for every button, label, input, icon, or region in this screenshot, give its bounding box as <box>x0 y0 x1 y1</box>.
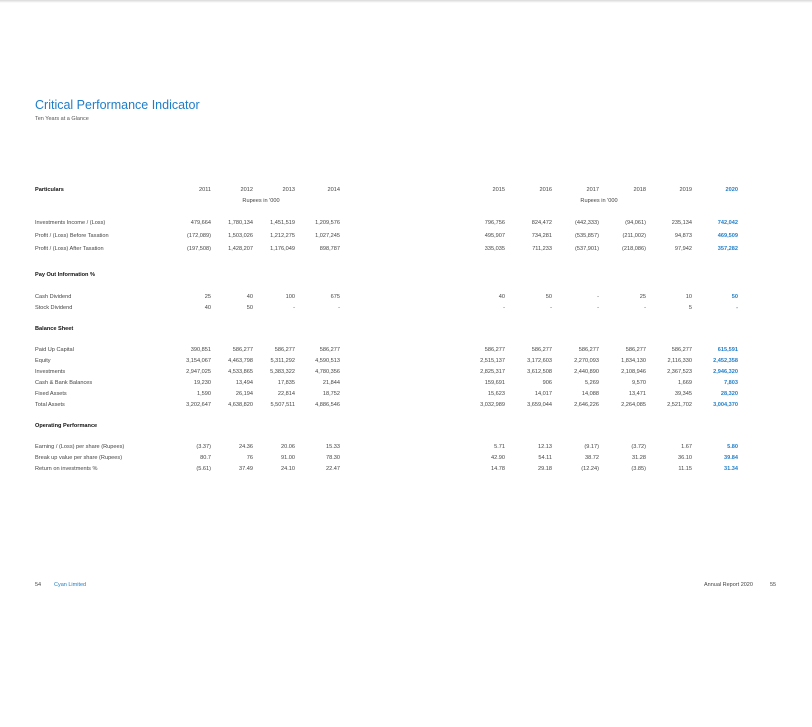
table-cell: 1.67 <box>681 444 692 450</box>
table-cell: 25 <box>204 294 211 300</box>
table-cell: 1,780,134 <box>228 220 253 226</box>
table-cell: 586,277 <box>274 347 295 353</box>
table-cell: 31.34 <box>724 466 738 472</box>
table-cell: 17,835 <box>277 380 295 386</box>
page-subtitle: Ten Years at a Glance <box>35 116 89 122</box>
table-cell: 21,844 <box>322 380 340 386</box>
table-cell: - <box>550 305 552 311</box>
row-label: Break up value per share (Rupees) <box>35 455 123 461</box>
table-cell: 5,507,511 <box>270 402 295 408</box>
table-cell: 54.11 <box>538 455 552 461</box>
table-cell: 15.33 <box>326 444 340 450</box>
row-label: Earning / (Loss) per share (Rupees) <box>35 444 125 450</box>
table-cell: 2,108,946 <box>621 369 646 375</box>
table-cell: 50 <box>731 294 738 300</box>
table-cell: 100 <box>285 294 295 300</box>
table-cell: 1,669 <box>678 380 692 386</box>
row-label: Cash & Bank Balances <box>35 380 93 386</box>
table-cell: 824,472 <box>531 220 552 226</box>
table-cell: - <box>293 305 295 311</box>
table-cell: 9,570 <box>632 380 646 386</box>
table-cell: 3,004,370 <box>713 402 738 408</box>
row-label: Return on investments % <box>35 466 98 472</box>
table-cell: 235,134 <box>671 220 692 226</box>
table-cell: (5.61) <box>196 466 211 472</box>
table-cell: (3.37) <box>196 444 211 450</box>
table-cell: 357,282 <box>717 246 738 252</box>
table-cell: (9.17) <box>584 444 599 450</box>
table-cell: 711,233 <box>532 246 552 252</box>
year-header-2011: 2011 <box>198 187 211 193</box>
table-cell: - <box>644 305 646 311</box>
table-cell: 7,803 <box>724 380 738 386</box>
table-cell: 1,503,026 <box>228 233 253 239</box>
table-cell: 22.47 <box>326 466 340 472</box>
table-cell: 20.06 <box>281 444 295 450</box>
row-label: Fixed Assets <box>35 391 67 397</box>
table-cell: 91.00 <box>281 455 295 461</box>
table-cell: 3,172,603 <box>527 358 552 364</box>
year-header-2020: 2020 <box>725 187 738 193</box>
table-cell: 40 <box>204 305 211 311</box>
table-cell: 2,440,890 <box>574 369 599 375</box>
table-cell: 335,035 <box>484 246 505 252</box>
table-cell: 390,851 <box>190 347 211 353</box>
table-cell: 24.36 <box>239 444 253 450</box>
unit-label-right: Rupees in '000 <box>580 198 618 204</box>
table-cell: 42.90 <box>491 455 505 461</box>
row-label: Stock Dividend <box>35 305 73 311</box>
table-cell: 14,017 <box>534 391 552 397</box>
year-header-2013: 2013 <box>282 187 295 193</box>
table-cell: 4,533,865 <box>228 369 253 375</box>
row-label: Profit / (Loss) After Taxation <box>35 246 104 252</box>
table-cell: 4,638,820 <box>228 402 253 408</box>
table-cell: 3,032,989 <box>480 402 505 408</box>
table-cell: 36.10 <box>678 455 692 461</box>
table-cell: 12.13 <box>538 444 552 450</box>
table-cell: 2,825,317 <box>480 369 505 375</box>
table-cell: 796,756 <box>484 220 505 226</box>
table-cell: 11.15 <box>678 466 692 472</box>
year-header-2019: 2019 <box>679 187 692 193</box>
table-cell: 4,780,356 <box>315 369 340 375</box>
section-heading: Balance Sheet <box>35 326 74 332</box>
table-cell: 38.72 <box>585 455 599 461</box>
table-cell: 2,270,093 <box>574 358 599 364</box>
table-cell: 26,194 <box>235 391 253 397</box>
table-cell: 906 <box>542 380 552 386</box>
section-heading: Operating Performance <box>35 423 98 429</box>
footer-right-page-number: 55 <box>770 582 777 588</box>
page-title: Critical Performance Indicator <box>35 98 200 112</box>
table-cell: 3,612,508 <box>527 369 552 375</box>
table-cell: 5,383,322 <box>270 369 295 375</box>
year-header-2015: 2015 <box>492 187 505 193</box>
table-cell: 495,907 <box>484 233 505 239</box>
table-cell: 13,471 <box>628 391 646 397</box>
table-cell: 1,027,245 <box>315 233 340 239</box>
table-cell: 15,623 <box>487 391 505 397</box>
table-cell: 615,591 <box>717 347 738 353</box>
table-cell: 1,209,576 <box>315 220 340 226</box>
table-cell: 2,116,330 <box>667 358 692 364</box>
table-cell: 898,787 <box>319 246 340 252</box>
table-cell: 5.80 <box>727 444 738 450</box>
table-cell: 586,277 <box>578 347 599 353</box>
table-cell: (94,061) <box>625 220 646 226</box>
table-cell: 1,834,130 <box>621 358 646 364</box>
table-cell: 19,230 <box>193 380 211 386</box>
table-cell: 586,277 <box>319 347 340 353</box>
table-cell: 2,646,226 <box>574 402 599 408</box>
table-cell: 14,088 <box>581 391 599 397</box>
table-cell: 39.84 <box>724 455 738 461</box>
table-cell: 2,946,320 <box>713 369 738 375</box>
table-cell: 4,886,546 <box>315 402 340 408</box>
table-cell: 586,277 <box>531 347 552 353</box>
table-cell: 37.49 <box>239 466 253 472</box>
table-cell: 28,320 <box>720 391 738 397</box>
year-header-2018: 2018 <box>633 187 646 193</box>
table-cell: 10 <box>685 294 692 300</box>
row-label: Investments <box>35 369 66 375</box>
table-cell: 2,515,137 <box>480 358 505 364</box>
table-cell: 2,264,085 <box>621 402 646 408</box>
table-cell: 159,691 <box>484 380 505 386</box>
table-cell: 4,590,513 <box>315 358 340 364</box>
row-label: Cash Dividend <box>35 294 72 300</box>
table-cell: 586,277 <box>484 347 505 353</box>
year-header-2012: 2012 <box>240 187 253 193</box>
table-cell: 24.10 <box>281 466 295 472</box>
table-cell: (3.85) <box>631 466 646 472</box>
table-cell: 40 <box>498 294 505 300</box>
table-cell: (442,333) <box>575 220 599 226</box>
row-label: Equity <box>35 358 51 364</box>
table-cell: 50 <box>246 305 253 311</box>
table-cell: 479,664 <box>190 220 211 226</box>
table-cell: 5.71 <box>494 444 505 450</box>
table-cell: 2,367,523 <box>667 369 692 375</box>
year-header-2017: 2017 <box>586 187 599 193</box>
table-cell: 586,277 <box>625 347 646 353</box>
table-cell: 734,281 <box>531 233 552 239</box>
table-cell: 13,494 <box>235 380 253 386</box>
table-cell: - <box>338 305 340 311</box>
top-shadow <box>0 0 812 3</box>
table-cell: - <box>597 305 599 311</box>
table-cell: 2,452,358 <box>713 358 738 364</box>
row-label: Investments Income / (Loss) <box>35 220 106 226</box>
table-cell: 469,509 <box>717 233 738 239</box>
table-cell: 4,463,798 <box>228 358 253 364</box>
table-cell: 1,428,207 <box>228 246 253 252</box>
table-cell: (197,508) <box>187 246 211 252</box>
table-cell: (211,002) <box>622 233 646 239</box>
table-cell: 1,176,049 <box>270 246 295 252</box>
table-cell: 1,451,519 <box>270 220 295 226</box>
table-cell: 78.30 <box>326 455 340 461</box>
table-cell: 80.7 <box>200 455 211 461</box>
table-cell: - <box>736 305 738 311</box>
table-cell: 586,277 <box>232 347 253 353</box>
row-label: Total Assets <box>35 402 65 408</box>
row-label: Profit / (Loss) Before Taxation <box>35 233 109 239</box>
row-label: Paid Up Capital <box>35 347 74 353</box>
particulars-header: Particulars <box>35 187 64 193</box>
table-cell: 76 <box>246 455 253 461</box>
table-cell: 25 <box>639 294 646 300</box>
table-cell: 22,814 <box>277 391 295 397</box>
table-cell: 5,311,292 <box>270 358 295 364</box>
footer-company-name: Cyan Limited <box>54 582 87 588</box>
table-cell: 3,659,044 <box>527 402 552 408</box>
table-cell: 31.28 <box>632 455 646 461</box>
table-cell: 14.78 <box>491 466 505 472</box>
table-cell: 675 <box>330 294 340 300</box>
table-cell: (172,089) <box>187 233 211 239</box>
table-cell: - <box>597 294 599 300</box>
table-cell: 29.18 <box>538 466 552 472</box>
year-header-2016: 2016 <box>539 187 552 193</box>
table-cell: 2,947,025 <box>186 369 211 375</box>
table-cell: 40 <box>246 294 253 300</box>
table-cell: 94,873 <box>674 233 692 239</box>
table-cell: 1,212,275 <box>270 233 295 239</box>
table-cell: 5,269 <box>585 380 599 386</box>
table-cell: (12.24) <box>581 466 599 472</box>
year-header-2014: 2014 <box>327 187 340 193</box>
table-cell: (537,901) <box>575 246 599 252</box>
table-cell: - <box>503 305 505 311</box>
table-cell: 39,345 <box>674 391 692 397</box>
table-cell: 1,590 <box>197 391 211 397</box>
unit-label-left: Rupees in '000 <box>242 198 280 204</box>
table-cell: 2,521,702 <box>667 402 692 408</box>
table-cell: 3,202,647 <box>186 402 211 408</box>
table-cell: 18,752 <box>322 391 340 397</box>
footer-left-page-number: 54 <box>35 582 42 588</box>
table-cell: (3.72) <box>631 444 646 450</box>
table-cell: 3,154,067 <box>186 358 211 364</box>
section-heading: Pay Out Information % <box>35 272 95 278</box>
footer-report-title: Annual Report 2020 <box>704 582 753 588</box>
table-cell: 5 <box>688 305 692 311</box>
table-cell: 97,942 <box>674 246 692 252</box>
table-cell: 586,277 <box>671 347 692 353</box>
table-cell: (218,086) <box>622 246 646 252</box>
table-cell: (535,857) <box>575 233 599 239</box>
table-cell: 50 <box>545 294 552 300</box>
table-cell: 742,042 <box>717 220 738 226</box>
